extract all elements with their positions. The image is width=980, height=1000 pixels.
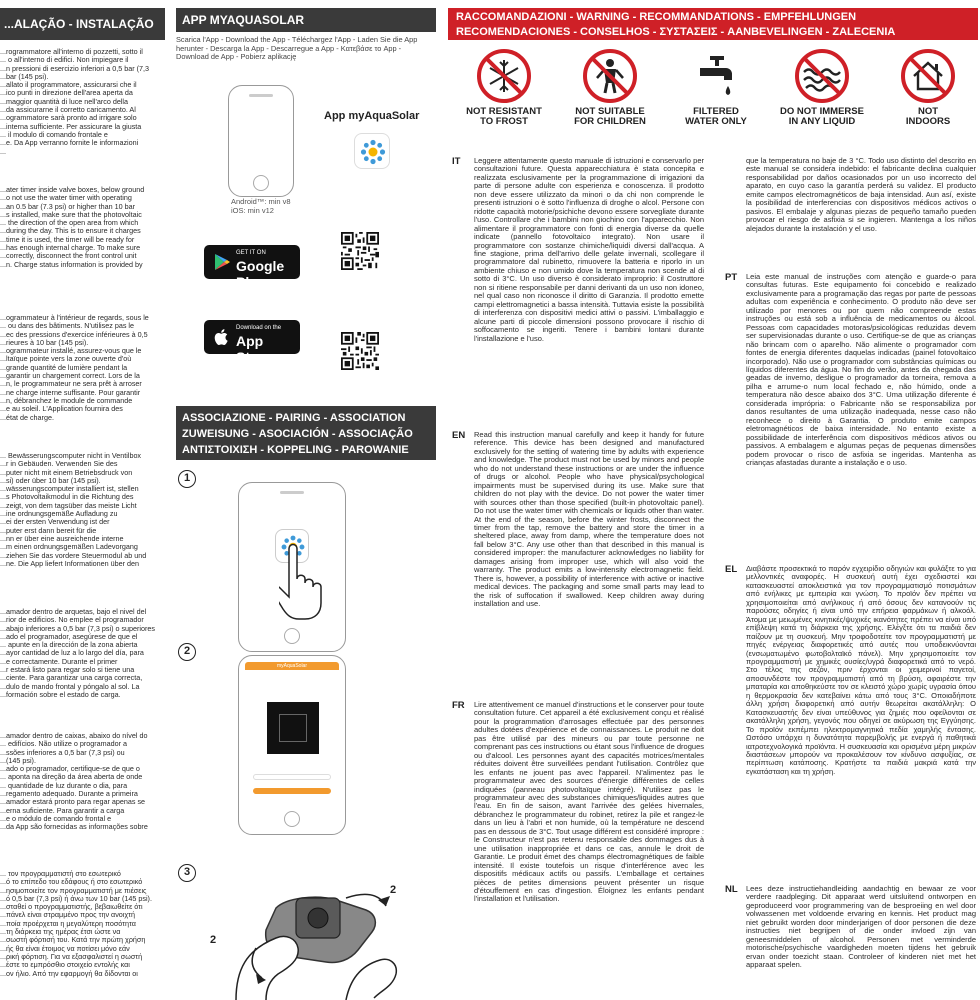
phone-illustration	[228, 85, 294, 197]
installation-line: ...ne. Die App liefert Informationen über den	[0, 559, 140, 568]
installation-line: ...garantir un chargement correct. Lors de la	[0, 372, 140, 381]
app-screen-titlebar: myAquaSolar	[245, 662, 339, 670]
installation-line: ...an 0.5 bar (7.3 psi) or higher than 10 bar	[0, 202, 136, 211]
installation-es-block	[0, 608, 163, 699]
step-2-number: 2	[178, 643, 196, 661]
installation-line: ...da App são fornecidas as informações sobre	[0, 823, 148, 832]
installation-fr-block	[0, 314, 163, 422]
installation-line: ...dulo de mando frontal y póngalo al sol. La	[0, 682, 140, 691]
installation-line: ... il modulo di comando frontale e	[0, 130, 108, 139]
column-recommendations	[448, 0, 980, 1000]
installation-line: ...πάνελ είναι στραμμένο προς την ανοιχτή	[0, 911, 136, 920]
warning-indoors: NOT INDOORS	[876, 48, 980, 127]
req-android: Android™: min v8	[231, 197, 291, 206]
installation-line: ...time it is used, the timer will be ready for	[0, 235, 135, 244]
installation-line: ...r estará listo para regar solo si tiene una	[0, 666, 135, 675]
installation-line: ...n pressioni di esercizio inferiori a 0,5 bar (7,3	[0, 64, 150, 73]
text-fr: Lire attentivement ce manuel d'instructions et le conserver pour toute consultation future. Cet appareil a été exclusivement conçu et réalisé pour la programmation d'arrosages effectuée par des personnes adultes dotées d'expérience et de connaissances. Le produit ne doit pas être utilisé par des mineurs ou par toute personne ne comprenant pas ces instructions ou étant sous l'influence de drogues ou d'alcool. Les personnes ayant des capacités motrices/mentales réduites doivent être surveillées pendant l'utilisation. Contrôlez que les enfants ne jouent pas avec l'appareil. N'alimentez pas le programmateur avec des sources d'énergie différentes de celles indiquées (panneau photovoltaïque intégré). N'utilisez pas le programmateur avec des substances chimiques/liquides autres que l'eau. En fin de saison, avant l'arrivée des gelées hivernales, débranchez le programmateur du robinet, retirez la pile et rangez-le dans un lieu à l'abri et non humide, où la température ne descend pas en dessous de 3°C. Tout usage différent est considéré impropre : le Constructeur n'est pas retenu responsable des dommages dus à une utilisation inappropriée et dans ce cas, annule le droit de Garantie. Le produit émet des champs électromagnétiques de faible intensité. Il existe toutefois un risque d'interférence avec les dispositifs médicaux actifs ou passifs. L'emballage et certaines pièces de petites dimensions peuvent présenter un risque d'étouffement en cas d'ingestion. Éloignez les enfants pendant l'installation et l'utilisation.	[474, 701, 704, 904]
google-play-button[interactable]: GET IT ON Google Play	[204, 245, 300, 279]
installation-line: ... τον προγραμματιστή στο εσωτερικό	[0, 870, 121, 878]
qr-code-apple	[341, 332, 379, 370]
installation-line: ...ogrammateur installé, assurez-vous que le	[0, 347, 142, 356]
arrow-label-right: 2	[390, 884, 397, 896]
installation-line: ...ον ήλιο. Από την εφαρμογή θα δίδονται οι	[0, 969, 138, 978]
lang-code-it: IT	[452, 156, 461, 167]
installation-header: ...ALAÇÃO - INSTALAÇÃO	[0, 8, 165, 40]
installation-line: ...da assicurarne il corretto caricamento. Al	[0, 106, 136, 115]
installation-line: ...bar (145 psi).	[0, 72, 49, 81]
installation-line: ...ποία προέρχεται η μεγαλύτερη ποσότητα	[0, 919, 136, 928]
installation-line: ...n, le programmateur ne sera prêt à arroser	[0, 380, 142, 389]
warning-immerse: DO NOT IMMERSE IN ANY LIQUID	[770, 48, 874, 127]
installation-line: ...erna suficiente. Para garantir a carga	[0, 806, 125, 815]
installation-line: ...ayor cantidad de luz a lo largo del día, para	[0, 649, 144, 658]
installation-line: ... ou dans des bâtiments. N'utilisez pas le	[0, 322, 135, 331]
warning-children: NOT SUITABLE FOR CHILDREN	[558, 48, 662, 127]
installation-line: ... the direction of the open area from which	[0, 219, 139, 228]
installation-line: ...formación sobre el estado de carga.	[0, 690, 121, 699]
pairing-phone-1	[238, 482, 346, 652]
installation-line: ...ciente. Para garantizar una carga correcta,	[0, 674, 143, 683]
installation-line: ...ogrammatore sarà pronto ad irrigare solo	[0, 114, 137, 123]
installation-line: ...ρική φόρτιση. Για να εξασφαλιστεί η σωστή	[0, 952, 143, 961]
hand-device-illustration	[196, 868, 436, 1000]
warning-water: FILTERED WATER ONLY	[664, 48, 768, 127]
no-indoors-icon	[900, 48, 956, 104]
no-children-icon	[582, 48, 638, 104]
installation-line: ...during the day. This is to ensure it charges	[0, 227, 141, 236]
installation-line: ...ec des pressions d'exercice inférieures à 0,5	[0, 330, 148, 339]
installation-line: ...puter erst dann bereit für die	[0, 526, 97, 535]
app-store-button[interactable]: Download on the App Store	[204, 320, 300, 354]
step-1-number: 1	[178, 470, 196, 488]
installation-line: ...rior de edificios. No emplee el programador	[0, 616, 144, 625]
sun-icon	[355, 134, 391, 170]
warning-frost: NOT RESISTANT TO FROST	[452, 48, 556, 127]
text-el: Διαβάστε προσεκτικά το παρόν εγχειρίδιο οδηγιών και φυλάξτε το για μελλοντικές αναφορές. Η συσκευή αυτή έχει σχεδιαστεί και κατασκευαστεί αποκλειστικά για τον προγραμματισμό ποτισμάτων από ενήλικες με εμπειρία και γνώση. Το προϊόν δεν πρέπει να χρησιμοποιείται από ανήλικους ή από όσους δεν κατανοούν τις παρούσες οδηγίες ή είναι υπό την επήρεια φαρμάκων ή αλκοόλ. Άτομα με μειωμένες κινητικές/ψυχικές ικανότητες πρέπει να είναι υπό επίβλεψη κατά τη διάρκεια της χρήσης. Ελέγξτε ότι τα παιδιά δεν παίζουν με τη συσκευή. Μην τροφοδοτείτε τον προγραμματιστή με πηγές ενέργειας διαφορετικές από αυτές που υποδεικνύονται (ενσωματωμένο φωτοβολταϊκό πάνελ). Μην χρησιμοποιείτε τον προγραμματιστή με χημικές ουσίες/υγρά διαφορετικά από το νερό. Στο τέλος της σεζόν, πριν έρχονται οι χειμερινοί παγετοί, αποσυνδέστε τον προγραμματιστή από τη βρύση, αφαιρέστε την μπαταρία και αποθηκεύστε τον σε κλειστό χώρο χωρίς υγρασία όπου η θερμοκρασία δεν κατεβαίνει κάτω από τους 3°C. Οποιαδήποτε άλλη χρήση διαφορετική από αυτήν θεωρείται ακατάλληλη: Ο Κατασκευαστής δεν είναι υπεύθυνος για ζημιές που οφείλονται σε ακατάλληλη χρήση, γεγονός που οδηγεί σε ακύρωση της Εγγύησης. Το προϊόν εκπέμπει ηλεκτρομαγνητικά πεδία χαμηλής έντασης. Ωστόσο υπάρχει η δυνατότητα παρεμβολής με ενεργά ή παθητικά ιατροτεχνολογικά προϊόντα. Η συσκευασία και ορισμένα μέρη μικρών διαστάσεων μπορούν να προκαλέσουν τον κίνδυνο ασφυξίας, σε περίπτωση κατάποσης. Κρατήστε τα παιδιά μακριά κατά την εγκατάσταση και τη χρήση.	[746, 565, 976, 776]
installation-line: ...o not use the water timer with operating	[0, 194, 132, 203]
installation-line: ...m einen ordnungsgemäßen Ladevorgang	[0, 543, 138, 552]
text-en: Read this instruction manual carefully and keep it handy for future reference. This device has been designed and manufactured exclusively for the setting of watering time by adults with experience and knowledge. The product must not be used by minors and people who do not understand these instructions or are under the influence of drugs or alcohol. People who have physical/psychological impairments must be supervised during its use. Make sure that children do not play with the device. Do not power the water timer with sources other than those specified (built-in photovoltaic panel). Do not use the water timer with chemicals or liquids other than water. At the end of the season, before the winter frosts, disconnect the timer from the tap, remove the battery and store the timer in a sheltered place, away from damp, where the temperature does not fall below 3°C. Any use other than that described in this manual is considered improper: the manufacturer acknowledges no liability for damages arising from improper use, which will also void the warranty. The product emits a low-intensity electromagnetic field. There is, however, a possibility of interference with active or inactive medical devices. The packaging and some small parts may lead to the risk of suffocation if swallowed. Keep children away during installation and use.	[474, 431, 704, 609]
installation-line: ... edifícios. Não utilize o programador a	[0, 740, 128, 749]
installation-el-block	[0, 870, 163, 978]
qr-code-google	[341, 232, 379, 270]
installation-line: ...ado o programador, certifique-se de que o	[0, 765, 140, 774]
installation-line: ...τη διάρκεια της ημέρας έτσι ώστε να	[0, 928, 121, 937]
installation-line: ...έστε το εμπρόσθιο στοιχείο εντολής και	[0, 961, 130, 970]
installation-line: ...σωστή φόρτισή του. Κατά την πρώτη χρήση	[0, 936, 146, 945]
installation-line: ...e au soleil. L'Application fournira des	[0, 405, 123, 414]
installation-line: ...rogrammatore all'interno di pozzetti, sotto il	[0, 48, 143, 56]
installation-line: ...s Photovoltaikmodul in die Richtung des	[0, 493, 134, 502]
installation-line: ...ziehen Sie das vordere Steuermodul ab und	[0, 551, 147, 560]
text-pt: Leia este manual de instruções com atenção e guarde-o para consultas futuras. Este equipamento foi concebido e realizado exclusivamente para a programação das regas por parte de pessoas adultas com experiência e conhecimento. O produto não deve ser utilizado por menores ou por quem não compreende estas instruções ou está sob a influência de medicamentos ou álcool. Pessoas com capacidades motoras/psicológicas reduzidas devem ser supervisionadas durante o uso. Certifique-se de que as crianças não brincam com o aparelho. Não alimente o programador com fontes de energia diferentes daquelas indicadas (painel fotovoltaico incorporado). Não use o programador com substâncias químicas ou líquidos diferentes da água. No fim do verão, antes da chegada das geadas de inverno, desligue o programador da torneira, remova a pilha e arrume-o num local fechado e, não húmido, onde a temperatura não desce abaixo dos 3°C. Uma utilização diferente é considerada imprópria: o Fabricante não se responsabiliza por danos resultantes de uma utilização inadequada, nesse caso não reconhece o direito à Garantia. O produto emite campos eletromagnéticos de baixa intensidade. No entanto existe a possibilidade de interferência com dispositivos médicos ativos ou passivos. A embalagem e algumas peças de pequenas dimensões podem provocar o risco de asfixia se ingeridas. Mantenha as crianças afastadas durante a instalação e o uso.	[746, 273, 976, 467]
recommendations-header: RACCOMANDAZIONI - WARNING - RECOMMANDATIONS - EMPFEHLUNGEN RECOMENDACIONES - CONSELHOS - ΣΥΣΤΑΣΕΙΣ - AANBEVELINGEN - ZALECENIA	[448, 8, 978, 40]
installation-line: ...ltaïque pointe vers la zone ouverte d'où	[0, 355, 132, 364]
installation-line: ...amador estará pronto para regar apenas se	[0, 798, 146, 807]
installation-line: ...	[0, 147, 6, 156]
google-play-icon	[212, 252, 232, 272]
installation-line: ...interna sufficiente. Per assicurare la giusta	[0, 122, 142, 131]
installation-line: ...s installed, make sure that the photovoltaic	[0, 210, 142, 219]
req-ios: iOS: min v12	[231, 206, 274, 215]
os-requirements	[231, 197, 291, 215]
installation-line: ...ei der ersten Verwendung ist der	[0, 518, 110, 527]
installation-line: ...ine ordnungsgemäße Aufladung zu	[0, 510, 118, 519]
column-app	[176, 0, 436, 1000]
installation-line: ...ssões inferiores a 0,5 bar (7,3 psi) ou	[0, 748, 125, 757]
no-immerse-icon	[794, 48, 850, 104]
installation-line: ...correctly, disconnect the front control unit	[0, 252, 137, 261]
installation-line: ...ico punti in direzione dell'area aperta da	[0, 89, 133, 98]
apple-icon	[212, 327, 232, 347]
installation-line: ...grande quantité de lumière pendant la	[0, 363, 128, 372]
installation-line: ...puter nicht mit einem Betriebsdruck von	[0, 468, 133, 477]
installation-line: ...état de charge.	[0, 413, 54, 422]
lang-code-nl: NL	[725, 884, 738, 895]
installation-it-block	[0, 48, 163, 156]
arrow-label-left: 2	[210, 934, 217, 946]
installation-line: ...amador dentro de arquetas, bajo el nivel del	[0, 608, 147, 616]
app-header: APP MYAQUASOLAR	[176, 8, 436, 32]
installation-line: ... apunte en la dirección de la zona abierta	[0, 641, 138, 650]
installation-de-block	[0, 452, 163, 568]
installation-line: ...ό το επίπεδο του εδάφους ή στο εσωτερικό	[0, 878, 143, 887]
installation-line: ...e o módulo de comando frontal e	[0, 814, 112, 823]
installation-line: ... Bewässerungscomputer nicht in Ventilbox	[0, 452, 142, 460]
installation-line: ...maggior quantità di luce nell'arco della	[0, 97, 129, 106]
installation-line: ...amador dentro de caixas, abaixo do nível do	[0, 732, 148, 740]
faucet-icon	[688, 48, 744, 104]
installation-line: ...regamento adequado. Durante a primeira	[0, 790, 138, 799]
installation-pt-block	[0, 732, 163, 832]
installation-line: ...allato il programmatore, assicurarsi che il	[0, 81, 137, 90]
step-3-number: 3	[178, 864, 196, 882]
app-name: App myAquaSolar	[324, 110, 420, 122]
installation-line: ...wässerungscomputer installiert ist, stellen	[0, 485, 139, 494]
tapping-hand-icon	[279, 541, 339, 621]
qr-scan-frame	[267, 702, 319, 754]
installation-line: ...has enough internal charge. To make sure	[0, 244, 141, 253]
installation-line: ...n. Charge status information is provided by	[0, 260, 143, 269]
text-nl: Lees deze instructiehandleiding aandachtig en bewaar ze voor verdere raadpleging. Dit apparaat werd uitsluitend ontworpen en geproduceerd voor programmering van de besproeiing en wel door volwassenen met voldoende ervaring en kennis. Het product mag niet gebruikt worden door minderjarigen of door personen die deze instructies niet begrijpen of die onder invloed zijn van geneesmiddelen of alcohol. Personen met verminderde motorische/psychische vaardigheden moeten tijdens het gebruik ervan onder toezicht staan. Controleer of kinderen niet met het apparaat spelen.	[746, 885, 976, 970]
pairing-phone-2	[238, 655, 346, 835]
text-it: Leggere attentamente questo manuale di istruzioni e conservarlo per consultazioni future. Questa apparecchiatura è stata concepita e realizzata esclusivamente per la programmazione di irrigazioni da parte di persone adulte con esperienza e conoscenza. Il prodotto non deve essere utilizzato da minori o da chi non comprende le presenti istruzioni o è sotto l'influenza di droghe o alcol. Persone con ridotte capacità motorie/psichiche devono essere sorvegliate durante l'uso. Controllare che i bambini non giochino con l'apparecchio. Non alimentare il programmatore con fonti di energia diverse da quelle indicate (pannello fotovoltaico integrato). Non usare il programmatore con sostanze chimiche/liquidi diversi dall'acqua. A fine stagione, prima dell'arrivo delle gelate invernali, scollegare il programmatore dal rubinetto, rimuovere la batteria e riporlo in un ambiente chiuso e non umido dove la temperatura non scende al di sotto di 3°C. Un uso diverso è considerato improprio: il Costruttore non si ritiene responsabile per danni derivanti da un uso non idoneo, nel qual caso non riconosce il diritto di Garanzia. Il prodotto emette campi elettromagnetici a bassa intensità. Tuttavia esiste la possibilità di interferenza con dispositivi medici attivi o passivi. L'imballaggio e alcune parti di piccole dimensioni possono provocare il rischio di soffocamento se ingeriti. Tenere i bambini lontani durante l'installazione e l'uso.	[474, 157, 704, 343]
installation-line: ...ό 0,5 bar (7,3 psi) ή άνω των 10 bar (145 psi).	[0, 894, 152, 903]
lang-code-fr: FR	[452, 700, 465, 711]
app-icon	[354, 133, 390, 169]
lang-code-pt: PT	[725, 272, 738, 283]
warning-icons-row	[448, 48, 980, 138]
installation-line: ... quantidade de luz durante o dia, para	[0, 781, 128, 790]
installation-line: ...e correctamente. Durante el primer	[0, 657, 118, 666]
text-es-continued: que la temperatura no baje de 3 °C. Todo uso distinto del descrito en este manual se considera indebido: el fabricante declina cualquier responsabilidad por daños ocasionados por un uso incorrecto del aparato, en cuyo caso la garantía perderá su validez. El producto emite campos electromagnéticos de baja intensidad. Aun así, existe la posibilidad de interferencias con dispositivos médicos activos o pasivos. El embalaje y algunas piezas de pequeño tamaño pueden provocar el riesgo de asfixia si se ingieren. Mantenga a los niños alejados durante la instalación y el uso.	[746, 157, 976, 233]
installation-line: ...abajo inferiores a 0,5 bar (7,3 psi) o superiores	[0, 624, 156, 633]
column-installation	[0, 0, 165, 1000]
installation-line: ...ado el programador, asegúrese de que el	[0, 632, 138, 641]
installation-line: ...n, débranchez le module de commande	[0, 396, 133, 405]
installation-line: ... aponta na direção da área aberta de onde	[0, 773, 143, 782]
installation-line: ...si) oder über 10 bar (145 psi).	[0, 476, 101, 485]
installation-line: ...ής θα είναι έτοιμος να ποτίσει μόνο εάν	[0, 944, 130, 953]
installation-line: ...ater timer inside valve boxes, below ground	[0, 186, 145, 194]
lang-code-en: EN	[452, 430, 466, 441]
installation-line: ... o all'interno di edifici. Non impiegare il	[0, 56, 129, 65]
pairing-header: ASSOCIAZIONE - PAIRING - ASSOCIATION ZUWEISUNG - ASOCIACIÓN - ASSOCIAÇÃO ΑΝΤΙΣΤΟΙΧΙΣΗ - KOPPELING - PAROWANIE	[176, 406, 436, 460]
installation-line: ...rieures à 10 bar (145 psi).	[0, 338, 89, 347]
no-frost-icon	[476, 48, 532, 104]
installation-en-block	[0, 186, 163, 269]
installation-line: ...ogrammateur à l'intérieur de regards, sous le	[0, 314, 149, 322]
installation-line: ...σταθεί ο προγραμματιστής, βεβαιωθείτε ότι	[0, 903, 143, 912]
installation-line: ...ησιμοποιείτε τον προγραμματιστή με πιέσεις	[0, 886, 147, 895]
installation-line: ...ne charge interne suffisante. Pour garantir	[0, 388, 141, 397]
lang-code-el: EL	[725, 564, 738, 575]
installation-line: ...e. Da App verranno fornite le informazioni	[0, 139, 139, 148]
installation-line: ...r in Gebäuden. Verwenden Sie des	[0, 460, 118, 469]
installation-line: ...nn er über eine ausreichende interne	[0, 534, 124, 543]
app-intro-text: Scarica l'App - Download the App - Téléchargez l'App - Laden Sie die App herunter - Descarga la App - Descarregue a App - Κατεβάσε το App - Download de App - Pobierz aplikację	[176, 35, 418, 61]
installation-line: ...zeigt, von dem tagsüber das meiste Licht	[0, 501, 137, 510]
installation-line: ...(145 psi).	[0, 756, 36, 765]
